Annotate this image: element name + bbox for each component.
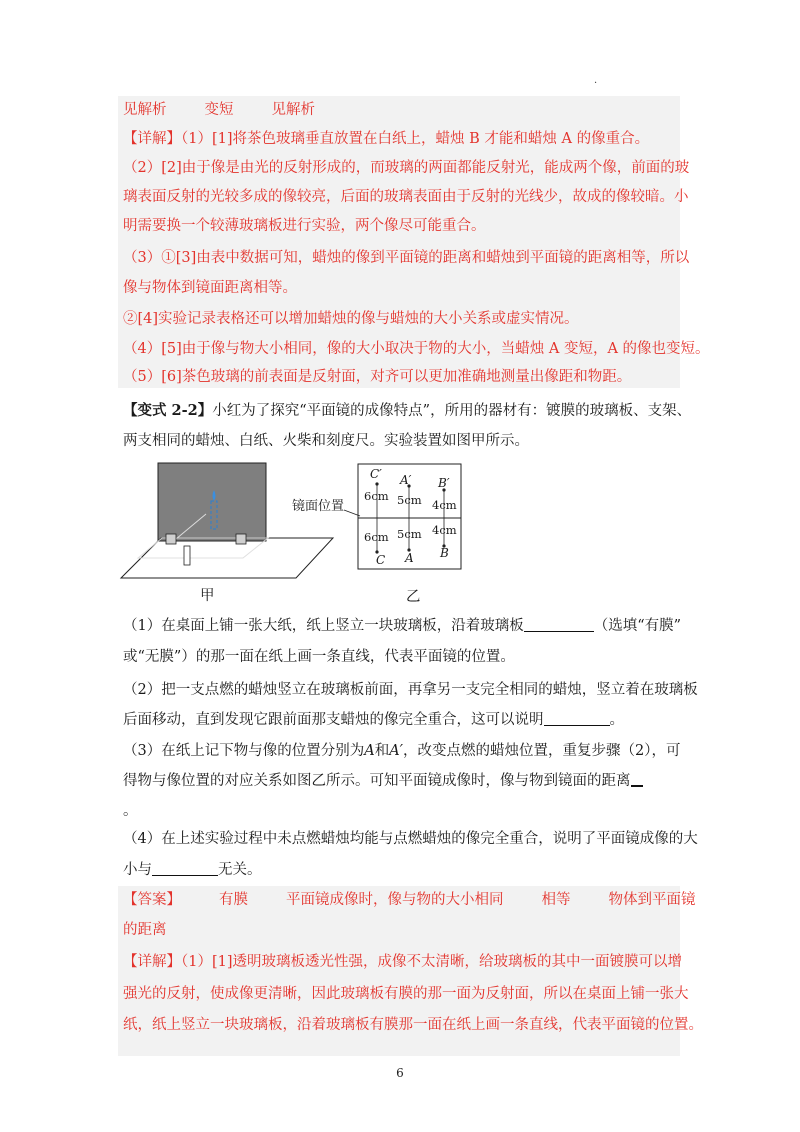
support-right — [236, 534, 246, 544]
detail1-line-9: （5）[6]茶色玻璃的前表面是反射面，对齐可以更加准确地测量出像距和物距。 — [123, 369, 632, 385]
detail1-line-6: 像与物体到镜面距离相等。 — [123, 280, 297, 296]
label-c: C — [376, 553, 386, 567]
q3-text-d: 得物与像位置的对应关系如图乙所示。可知平面镜成像时，像与物到镜面的距离 — [123, 773, 631, 789]
detail1-line-5: （3）①[3]由表中数据可知，蜡烛的像到平面镜的距离和蜡烛到平面镜的距离相等，所以 — [123, 250, 690, 266]
q3-blank[interactable] — [631, 771, 643, 787]
detail1-line-3: 璃表面反射的光较多成的像较亮，后面的玻璃表面由于反射的光线少，故成的像较暗。小 — [123, 189, 689, 205]
answer-line-1 — [123, 100, 315, 120]
answer2-line-1 — [123, 890, 696, 910]
label-b-prime: B′ — [438, 476, 450, 490]
label-yi: 乙 — [406, 589, 421, 605]
q1-text-a: （1）在桌面上铺一张大纸，纸上竖立一块玻璃板，沿着玻璃板 — [123, 618, 524, 634]
glass-plate — [158, 463, 266, 541]
detail2-line-1: 【详解】（1）[1]透明玻璃板透光性强，成像不太清晰，给玻璃板的其中一面镀膜可以增 — [123, 954, 683, 970]
q2-line-1: （2）把一支点燃的蜡烛竖立在玻璃板前面，再拿另一支完全相同的蜡烛，竖立着在玻璃板 — [123, 682, 698, 698]
q2-text-c: 。 — [609, 712, 624, 728]
q2-blank[interactable] — [544, 711, 610, 726]
q1-blank[interactable] — [524, 617, 594, 632]
label-dist-c-bot: 6cm — [364, 530, 389, 544]
detail2-line-3: 纸，纸上竖立一块玻璃板，沿着玻璃板有膜那一面在纸上画一条直线，代表平面镜的位置。 — [123, 1017, 703, 1033]
label-dist-c-top: 6cm — [364, 489, 389, 503]
answer2-item-3: 相等 — [541, 892, 571, 908]
label-b: B — [440, 546, 449, 560]
q4-text-b: 小与 — [123, 862, 152, 878]
label-a: A — [405, 551, 414, 565]
page-number: 6 — [396, 1066, 404, 1080]
label-dist-a-bot: 5cm — [397, 527, 422, 541]
q4-blank[interactable] — [152, 861, 218, 876]
q4-line-2 — [123, 860, 262, 880]
question-line-1 — [123, 401, 691, 421]
q3-sym-a: A — [364, 743, 375, 759]
answer2-item-1: 有膜 — [219, 892, 248, 908]
label-c-prime: C′ — [370, 467, 382, 481]
support-left — [166, 534, 176, 544]
detail2-line-2: 强光的反射，使成像更清晰，因此玻璃板有膜的那一面为反射面，所以在桌面上铺一张大 — [123, 986, 689, 1002]
answer2-line-2: 的距离 — [123, 922, 167, 938]
q4-line-1: （4）在上述实验过程中未点燃蜡烛均能与点燃蜡烛的像完全重合，说明了平面镜成像的大 — [123, 831, 698, 847]
detail1-line-4: 明需要换一个较薄玻璃板进行实验，两个像尽可能重合。 — [123, 218, 486, 234]
q3-line-3: 。 — [123, 803, 138, 819]
label-jia: 甲 — [200, 588, 215, 604]
answer-item-3: 见解析 — [271, 102, 315, 118]
candle-front — [184, 546, 190, 565]
q3-text-c: ，改变点燃的蜡烛位置，重复步骤（2），可 — [402, 743, 681, 759]
q3-text-b: 和 — [374, 743, 390, 759]
q2-line-2 — [123, 710, 624, 730]
q2-text-b: 后面移动，直到发现它跟前面那支蜡烛的像完全重合，这可以说明 — [123, 712, 544, 728]
label-dist-b-top: 4cm — [432, 498, 457, 512]
detail1-line-1: 【详解】（1）[1]将茶色玻璃垂直放置在白纸上，蜡烛 B 才能和蜡烛 A 的像重合。 — [123, 131, 650, 147]
detail1-line-8: （4）[5]由于像与物大小相同，像的大小取决于物的大小，当蜡烛 A 变短，A 的像也变短。 — [123, 341, 710, 357]
label-dist-b-bot: 4cm — [432, 523, 457, 537]
detail1-line-2: （2）[2]由于像是由光的反射形成的，而玻璃的两面都能反射光，能成两个像，前面的玻 — [123, 160, 690, 176]
answer2-item-2: 平面镜成像时，像与物的大小相同 — [286, 892, 504, 908]
q1-line-1 — [123, 616, 681, 636]
answer2-tag: 【答案】 — [123, 892, 181, 908]
question-line-2: 两支相同的蜡烛、白纸、火柴和刻度尺。实验装置如图甲所示。 — [123, 433, 529, 449]
label-dist-a-top: 5cm — [397, 493, 422, 507]
mirror-label: 镜面位置 — [292, 499, 345, 514]
page-dot: · — [594, 78, 598, 89]
detail1-line-7: ②[4]实验记录表格还可以增加蜡烛的像与蜡烛的大小关系或虚实情况。 — [123, 311, 579, 327]
q3-line-1 — [123, 741, 680, 761]
question-tag: 【变式 2-2】 — [123, 402, 213, 419]
q1-line-2: 或“无膜”）的那一面在纸上画一条直线，代表平面镜的位置。 — [123, 649, 515, 665]
answer-item-2: 变短 — [204, 102, 234, 118]
q1-text-b: （选填“有膜” — [593, 618, 682, 634]
label-a-prime: A′ — [400, 473, 412, 487]
question-text-1: 小红为了探究“平面镜的成像特点”，所用的器材有：镀膜的玻璃板、支架、 — [212, 403, 692, 419]
figure-jia — [118, 460, 340, 584]
q4-text-c: 无关。 — [218, 862, 262, 878]
answer2-item-4: 物体到平面镜 — [608, 892, 696, 908]
answer-item-1: 见解析 — [123, 102, 167, 118]
q3-text-a: （3）在纸上记下物与像的位置分别为 — [123, 743, 365, 759]
q3-sym-a-prime: A′ — [389, 743, 403, 759]
q3-line-2 — [123, 771, 643, 791]
